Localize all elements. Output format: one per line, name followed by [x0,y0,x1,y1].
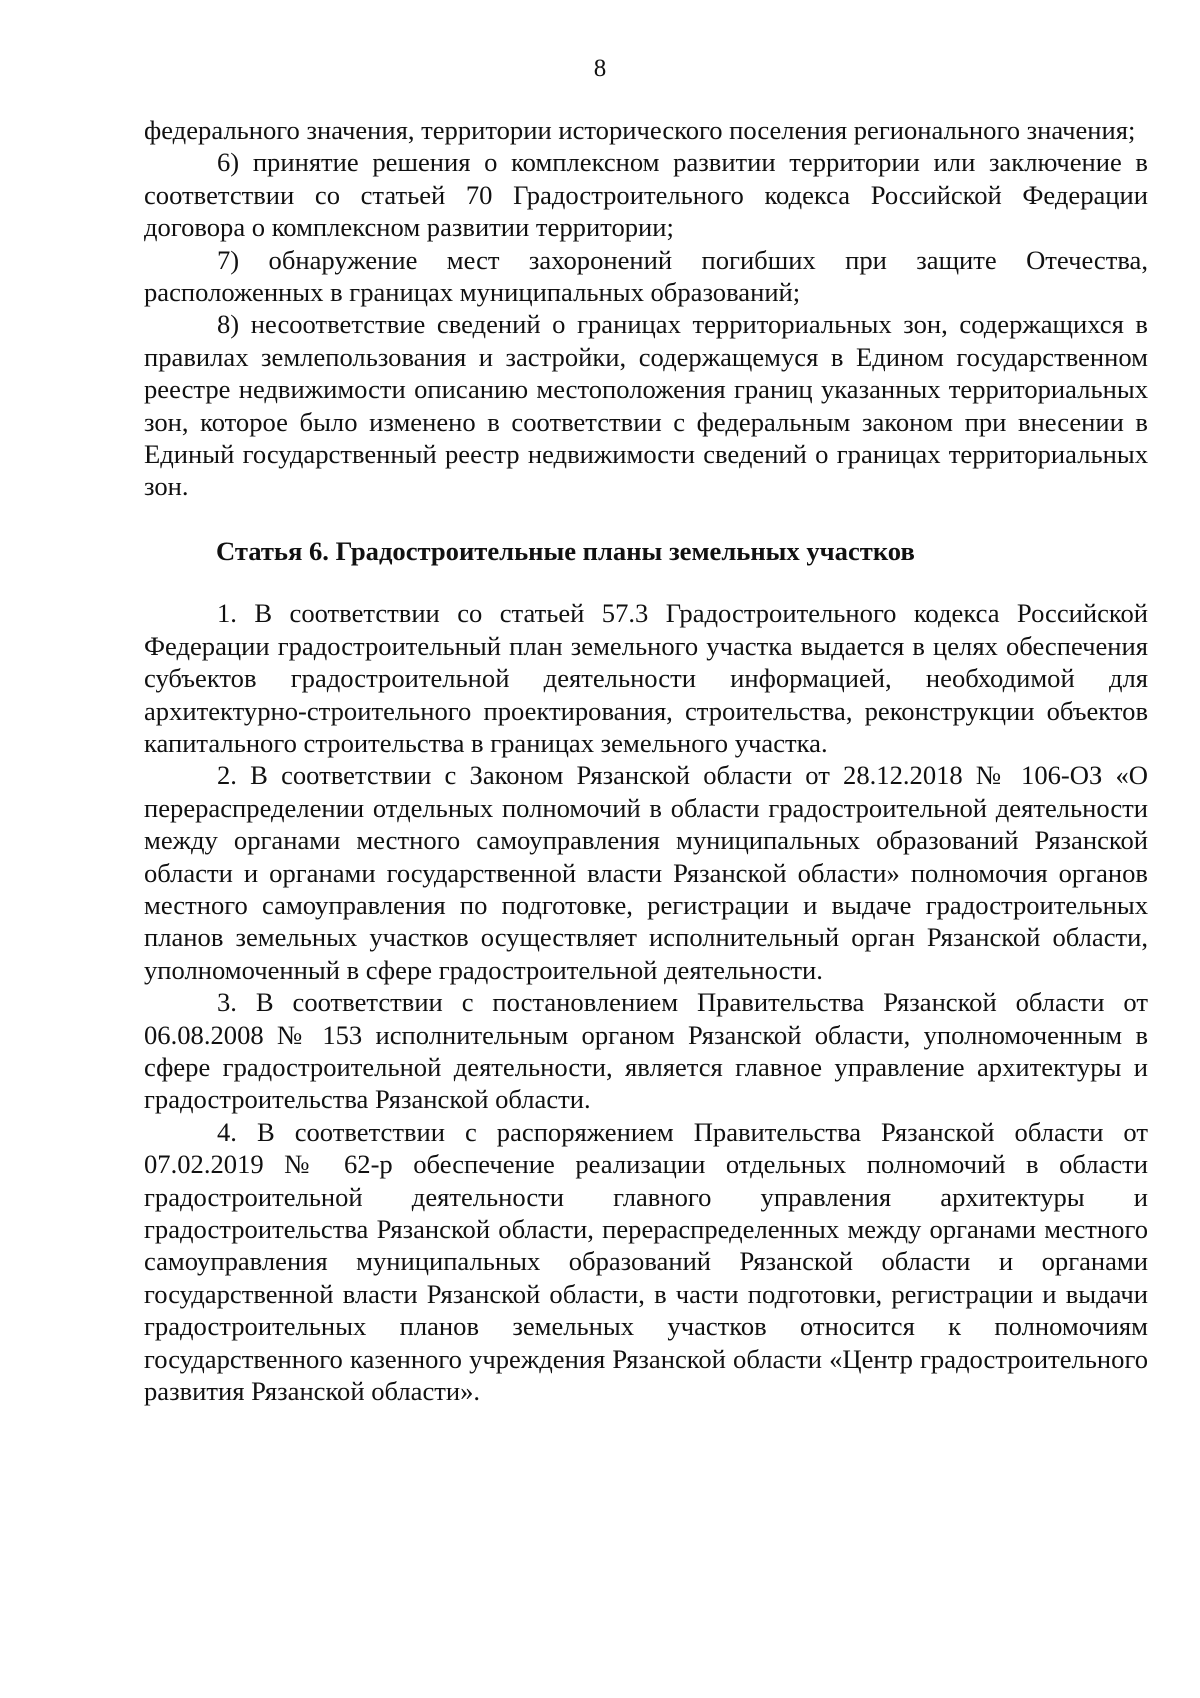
list-item-6: 6) принятие решения о комплексном развитии территории или заключение в соответствии со статьей 70 Градостроительного кодекса Российской Федерации договора о комплексном развитии территории; [144,147,1148,243]
continuation-paragraph: федерального значения, территории исторического поселения регионального значения; [144,115,1136,145]
list-item-8: 8) несоответствие сведений о границах территориальных зон, содержащихся в правилах землепользования и застройки, содержащемуся в Едином государственном реестре недвижимости описанию местоположения границ указанных территориальных зон, которое было изменено в соответствии с федеральным законом при внесении в Единый государственный реестр недвижимости сведений о границах территориальных зон. [144,309,1148,502]
list-item-7: 7) обнаружение мест захоронений погибших при защите Отечества, расположенных в границах муниципальных образований; [144,244,1148,308]
article-paragraph-4: 4. В соответствии с распоряжением Правительства Рязанской области от 07.02.2019 № 62-р обеспечение реализации отдельных полномочий в области градостроительной деятельности главного управления архитектуры и градостроительства Рязанской области, перераспределенных между органами местного самоуправления муниципальных образований Рязанской области и органами государственной власти Рязанской области, в части подготовки, регистрации и выдачи градостроительных планов земельных участков относится к полномочиям государственного казенного учреждения Рязанской области «Центр градостроительного развития Рязанской области». [144,1116,1148,1407]
article-paragraph-1: 1. В соответствии со статьей 57.3 Градостроительного кодекса Российской Федерации градостроительный план земельного участка выдается в целях обеспечения субъектов градостроительной деятельности информацией, необходимой для архитектурно-строительного проектирования, строительства, реконструкции объектов капитального строительства в границах земельного участка. [144,598,1148,758]
article-paragraph-2: 2. В соответствии с Законом Рязанской области от 28.12.2018 № 106-ОЗ «О перераспределении отдельных полномочий в области градостроительной деятельности между органами местного самоуправления муниципальных образований Рязанской области и органами государственной власти Рязанской области» полномочия органов местного самоуправления по подготовке, регистрации и выдаче градостроительных планов земельных участков осуществляет исполнительный орган Рязанской области, уполномоченный в сфере градостроительной деятельности. [144,760,1148,985]
article-paragraph-3: 3. В соответствии с постановлением Правительства Рязанской области от 06.08.2008 № 153 исполнительным органом Рязанской области, уполномоченным в сфере градостроительной деятельности, является главное управление архитектуры и градостроительства Рязанской области. [144,987,1148,1115]
page-number: 8 [593,55,607,82]
article-heading: Статья 6. Градостроительные планы земельных участков [216,535,915,566]
document-body [144,114,1148,1407]
